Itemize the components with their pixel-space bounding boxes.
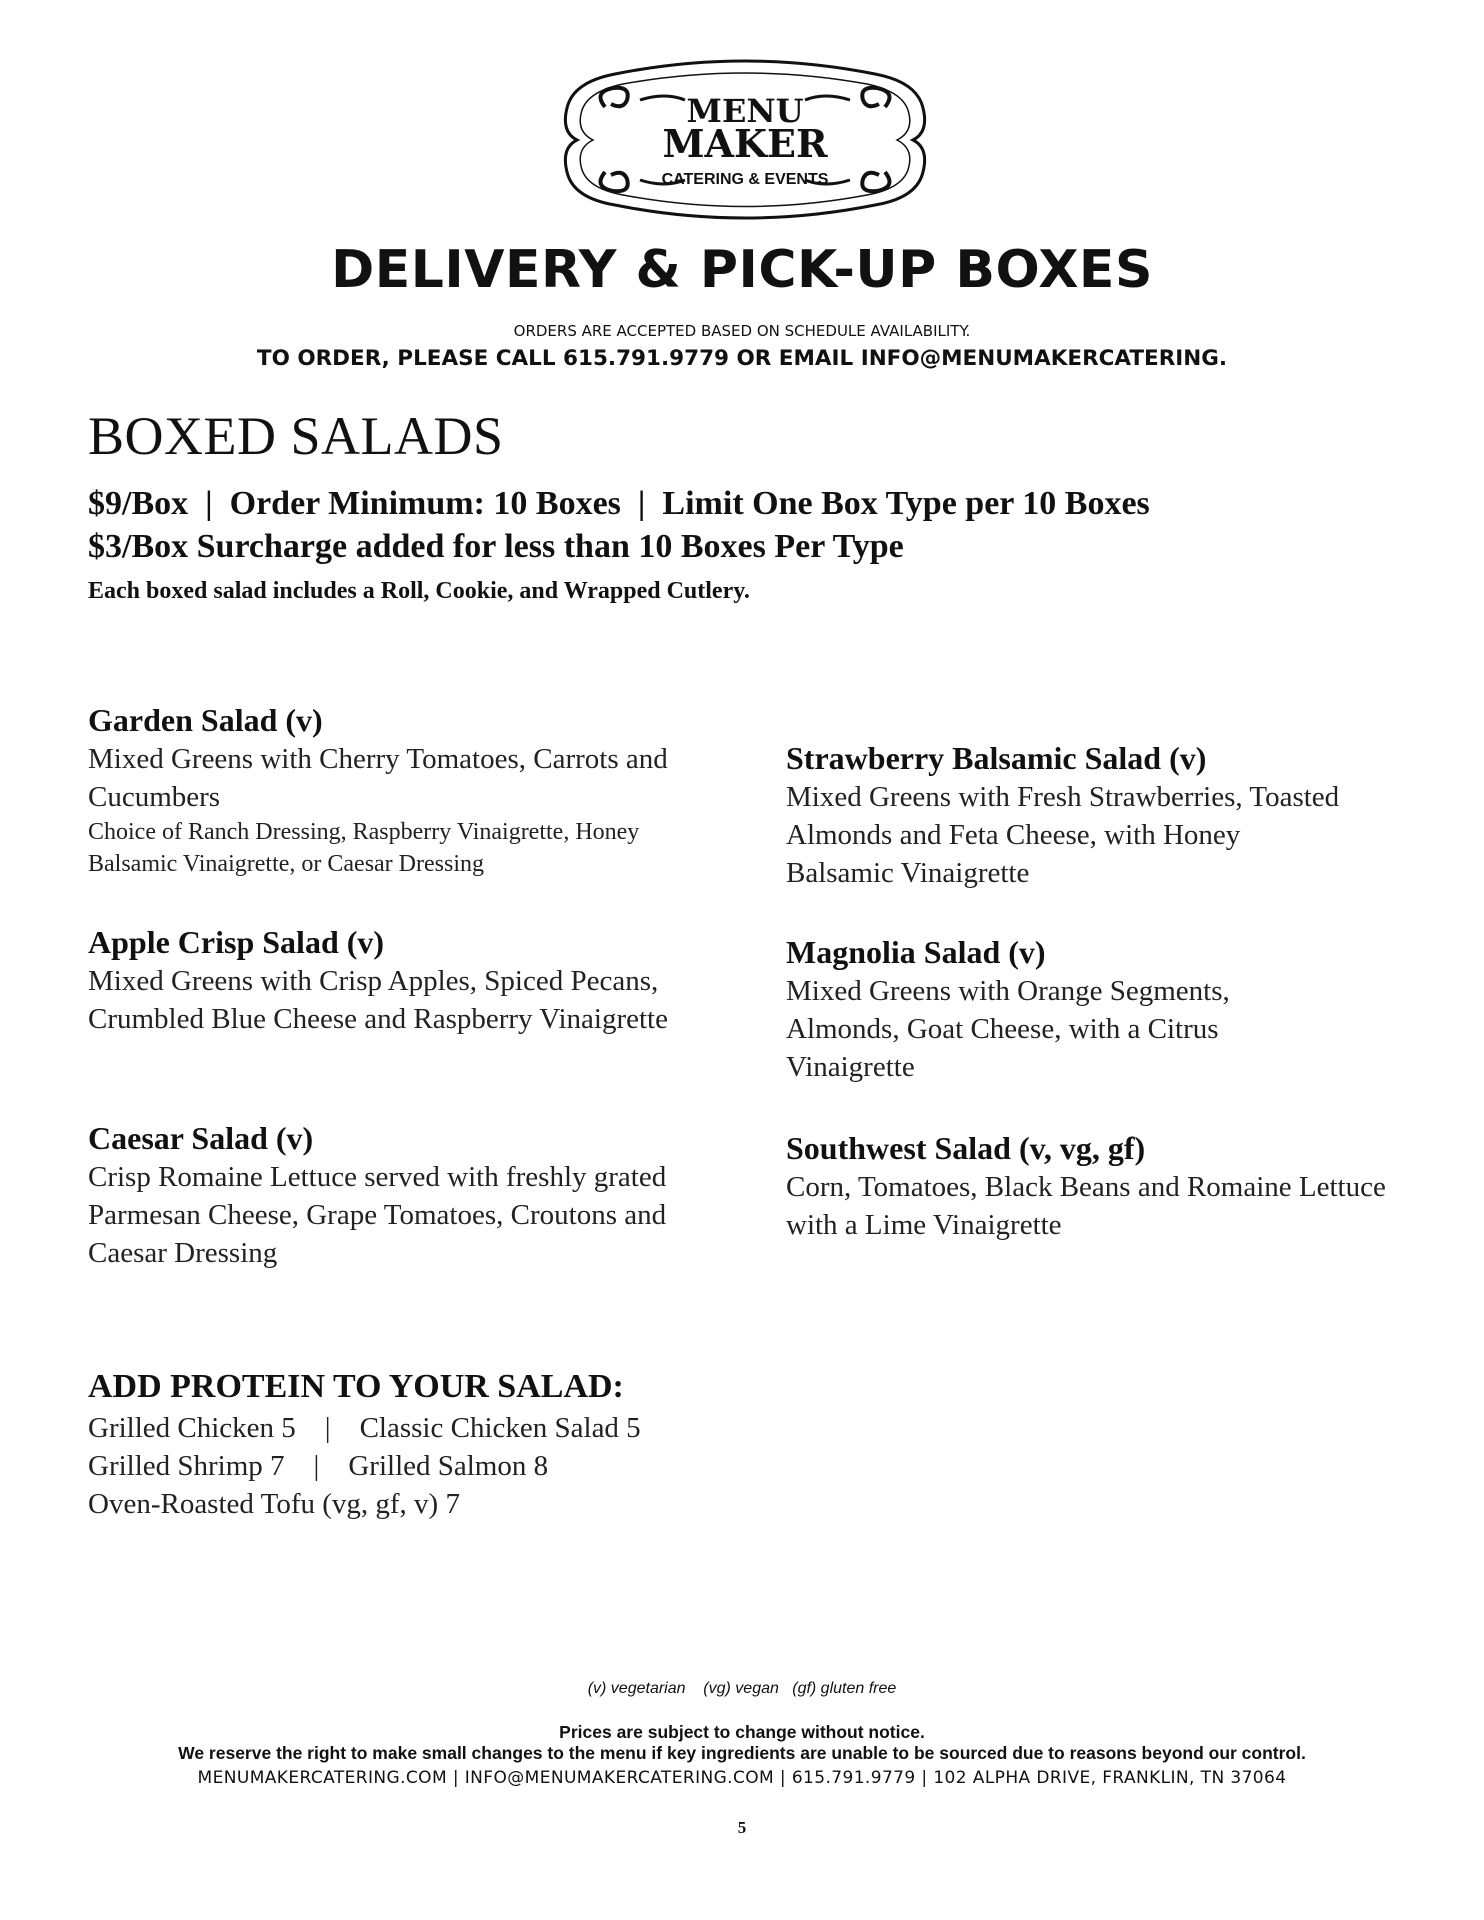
order-info: TO ORDER, PLEASE CALL 615.791.9779 OR EMAIL INFO@MENUMAKERCATERING. xyxy=(256,346,1228,371)
menu-item xyxy=(786,738,1426,892)
availability-note: ORDERS ARE ACCEPTED BASED ON SCHEDULE AVAILABILITY. xyxy=(513,322,971,340)
diet-legend: (v) vegetarian (vg) vegan (gf) gluten free xyxy=(587,1680,897,1697)
menu-item-name: Apple Crisp Salad (v) xyxy=(88,924,385,960)
order-minimum: Order Minimum: 10 Boxes xyxy=(229,485,621,522)
menu-item xyxy=(88,922,728,1038)
protein-line: Grilled Shrimp 7 | Grilled Salmon 8 xyxy=(88,1450,549,1482)
includes-note: Each boxed salad includes a Roll, Cookie, and Wrapped Cutlery. xyxy=(88,578,750,604)
menu-item xyxy=(786,932,1426,1086)
menu-item-name: Southwest Salad (v, vg, gf) xyxy=(786,1130,1146,1166)
menu-item-name: Strawberry Balsamic Salad (v) xyxy=(786,740,1207,776)
separator: | xyxy=(205,485,213,522)
page-title: DELIVERY & PICK-UP BOXES xyxy=(331,240,1153,300)
menu-item-name: Magnolia Salad (v) xyxy=(786,934,1046,970)
section-title: BOXED SALADS xyxy=(88,406,504,466)
protein-line: Grilled Chicken 5 | Classic Chicken Salad 5 xyxy=(88,1412,641,1444)
separator: | xyxy=(637,485,646,522)
menu-item-name: Caesar Salad (v) xyxy=(88,1120,314,1156)
menu-item-dressing-note: Choice of Ranch Dressing, Raspberry Vinaigrette, Honey Balsamic Vinaigrette, or Caesar Dressing xyxy=(88,819,640,877)
surcharge-line: $3/Box Surcharge added for less than 10 Boxes Per Type xyxy=(88,528,904,565)
menu-item-name: Garden Salad (v) xyxy=(88,702,323,738)
box-price: $9/Box xyxy=(88,485,189,522)
menu-item-description: Mixed Greens with Orange Segments, Almonds, Goat Cheese, with a Citrus Vinaigrette xyxy=(786,975,1230,1083)
protein-addons xyxy=(88,1365,641,1523)
reserve-notice: We reserve the right to make small changes to the menu if key ingredients are unable to be sourced due to reasons beyond our control. xyxy=(178,1743,1306,1763)
menu-item-description: Crisp Romaine Lettuce served with freshly grated Parmesan Cheese, Grape Tomatoes, Croutons and Caesar Dressing xyxy=(88,1161,667,1269)
menu-item-description: Corn, Tomatoes, Black Beans and Romaine Lettuce with a Lime Vinaigrette xyxy=(786,1171,1386,1241)
menu-item xyxy=(88,700,728,880)
menu-item xyxy=(88,1118,728,1272)
logo-text-maker: MAKER xyxy=(662,121,828,166)
menu-item-description: Mixed Greens with Fresh Strawberries, Toasted Almonds and Feta Cheese, with Honey Balsamic Vinaigrette xyxy=(786,781,1340,889)
logo-text-menu: MENU xyxy=(686,92,804,130)
menu-item-description: Mixed Greens with Cherry Tomatoes, Carrots and Cucumbers xyxy=(88,743,668,813)
protein-line: Oven-Roasted Tofu (vg, gf, v) 7 xyxy=(88,1488,460,1520)
page-number: 5 xyxy=(737,1818,747,1837)
menu-maker-logo xyxy=(545,52,945,227)
protein-title: ADD PROTEIN TO YOUR SALAD: xyxy=(88,1368,624,1405)
box-limit: Limit One Box Type per 10 Boxes xyxy=(662,485,1150,522)
menu-item xyxy=(786,1128,1426,1244)
pricing-block xyxy=(88,482,1150,568)
contact-line: MENUMAKERCATERING.COM | INFO@MENUMAKERCATERING.COM | 615.791.9779 | 102 ALPHA DRIVE, FRANKLIN, TN 37064 xyxy=(197,1768,1287,1788)
price-notice: Prices are subject to change without notice. xyxy=(559,1722,925,1742)
pricing-line xyxy=(88,482,1150,525)
menu-item-description: Mixed Greens with Crisp Apples, Spiced Pecans, Crumbled Blue Cheese and Raspberry Vinaigrette xyxy=(88,965,668,1035)
logo-text-tagline: CATERING & EVENTS xyxy=(661,171,829,188)
